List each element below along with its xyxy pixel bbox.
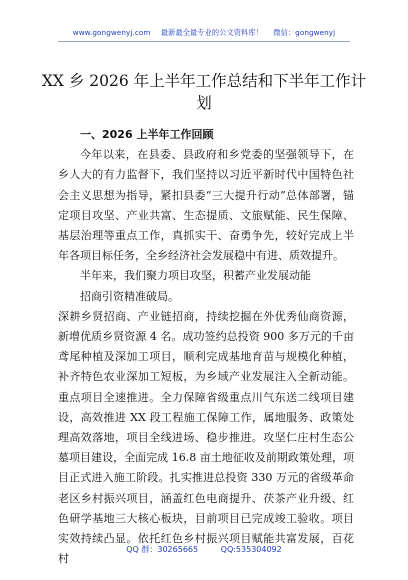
footer-bar	[0, 544, 408, 555]
document-body	[58, 125, 354, 569]
paragraph-projects: 深耕乡贤招商、产业链招商，持续挖掘在外优秀仙商资源，新增优质乡贤资源 4 名。成功签约总投资 900 多万元的千亩鸢尾种植及深加工项目，顺利完成基地育苗与规模化种植，补齐特色农业深加工短板，为乡域产业发展注入全新动能。重点项目全速推进。全力保障省级重点川气东送二线项目建设，高效推进 XX 段工程施工保障工作，属地服务、政策处理高效落地，项目全线进场、稳步推进。攻坚仁庄村生态公墓项目建设，全面完成 16.8 亩土地征收及前期政策处理，项目正式进入施工阶段。扎实推进总投资 330 万元的省级革命老区乡村振兴项目，涵盖红色电商提升、茯茶产业升级、红色研学基地三大核心板块，目前项目已完成竣工验收。项目实效持续凸显。依托红色乡村振兴项目赋能共富发展，百花村	[58, 309, 354, 566]
subsection-heading: 招商引资精准破局。	[80, 289, 179, 303]
header-bar	[0, 28, 408, 38]
section-heading-1: 一、2026 上半年工作回顾	[80, 128, 214, 141]
header-site-link[interactable]: www.gongwenyj.com	[72, 28, 151, 37]
header-wechat: 微信：gongwenyj	[273, 28, 336, 37]
footer-qq-contact: QQ:535304092	[220, 545, 282, 554]
header-divider	[58, 41, 350, 42]
footer-qq-group: QQ 群：30265665	[126, 545, 199, 554]
header-slogan: 最新最全最专业的公文资料库！	[160, 28, 263, 37]
paragraph-subheading: 半年来，我们聚力项目攻坚，积蓄产业发展动能	[80, 269, 311, 283]
paragraph-intro: 今年以来，在县委、县政府和乡党委的坚强领导下，在乡人大的有力监督下，我们坚持以习近平新时代中国特色社会主义思想为指导，紧扣县委“三大提升行动”总体部署，锚定项目攻坚、产业共富、生态提质、文旅赋能、民生保障、基层治理等重点工作，真抓实干、奋勇争先，较好完成上半年各项目标任务，全乡经济社会发展稳中有进、质效提升。	[58, 148, 354, 263]
document-title: XX 乡 2026 年上半年工作总结和下半年工作计划	[41, 72, 367, 112]
